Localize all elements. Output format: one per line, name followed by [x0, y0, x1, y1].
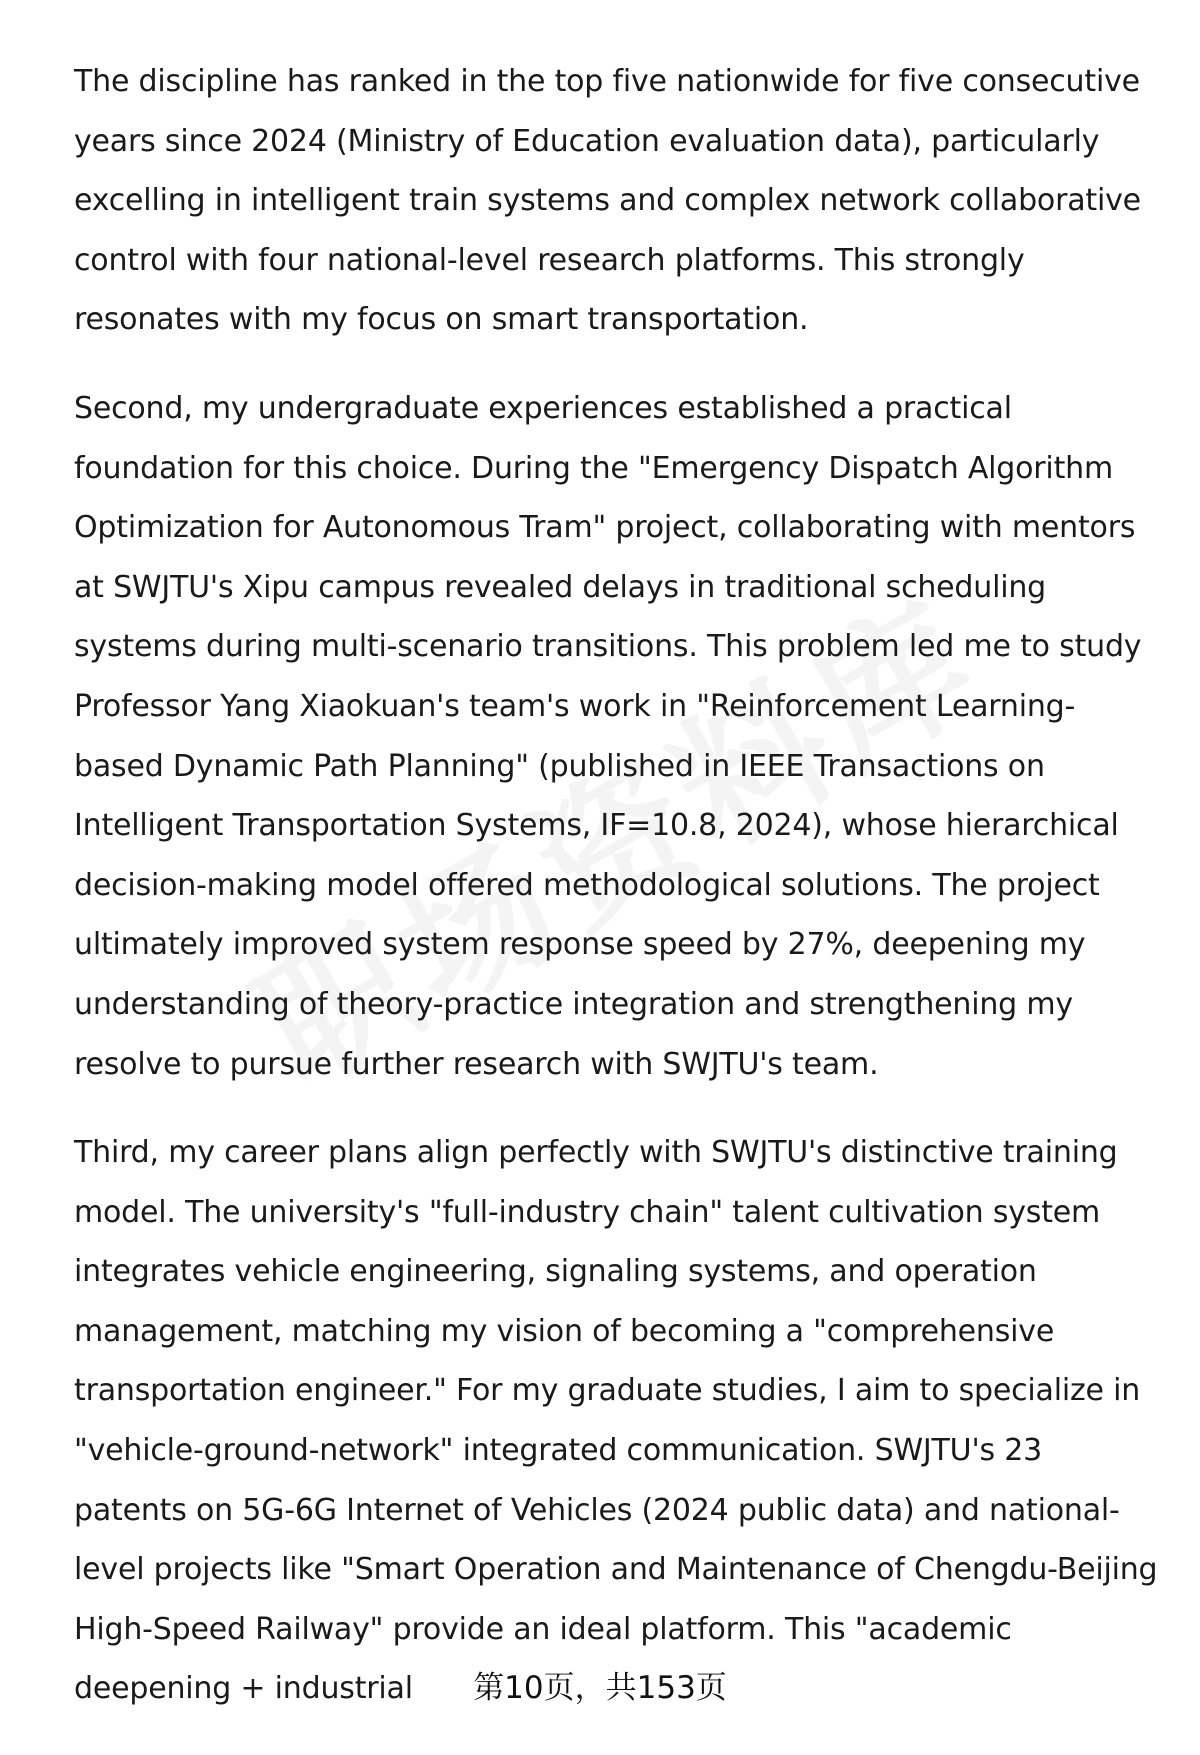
paragraph-1: The discipline has ranked in the top five nationwide for five consecutive years since 2024 (Ministry of Education evaluation data), particularly excelling in intelligent train systems and complex network collaborative control with four national-level research platforms. This strongly resonates with my focus on smart transportation.: [74, 64, 1141, 338]
document-body: [74, 52, 1159, 1748]
paragraph-3: Third, my career plans align perfectly with SWJTU's distinctive training model. The university's "full-industry chain" talent cultivation system integrates vehicle engineering, signaling systems, and operation management, matching my vision of becoming a "comprehensive transportation engineer." For my graduate studies, I aim to specialize in "vehicle-ground-network" integrated communication. SWJTU's 23 patents on 5G-6G Internet of Vehicles (2024 public data) and national-level projects like "Smart Operation and Maintenance of Chengdu-Beijing High-Speed Railway" provide an ideal platform. This "academic deepening + industrial: [74, 1135, 1158, 1707]
paragraph-2: Second, my undergraduate experiences established a practical foundation for this choice. During the "Emergency Dispatch Algorithm Optimization for Autonomous Tram" project, collaborating with mentors at SWJTU's Xipu campus revealed delays in traditional scheduling systems during multi-scenario transitions. This problem led me to study Professor Yang Xiaokuan's team's work in "Reinforcement Learning-based Dynamic Path Planning" (published in IEEE Transactions on Intelligent Transportation Systems, IF=10.8, 2024), whose hierarchical decision-making model offered methodological solutions. The project ultimately improved system response speed by 27%, deepening my understanding of theory-practice integration and strengthening my resolve to pursue further research with SWJTU's team.: [74, 390, 1142, 1082]
page-number-footer: 第10页，共153页: [473, 1670, 727, 1706]
